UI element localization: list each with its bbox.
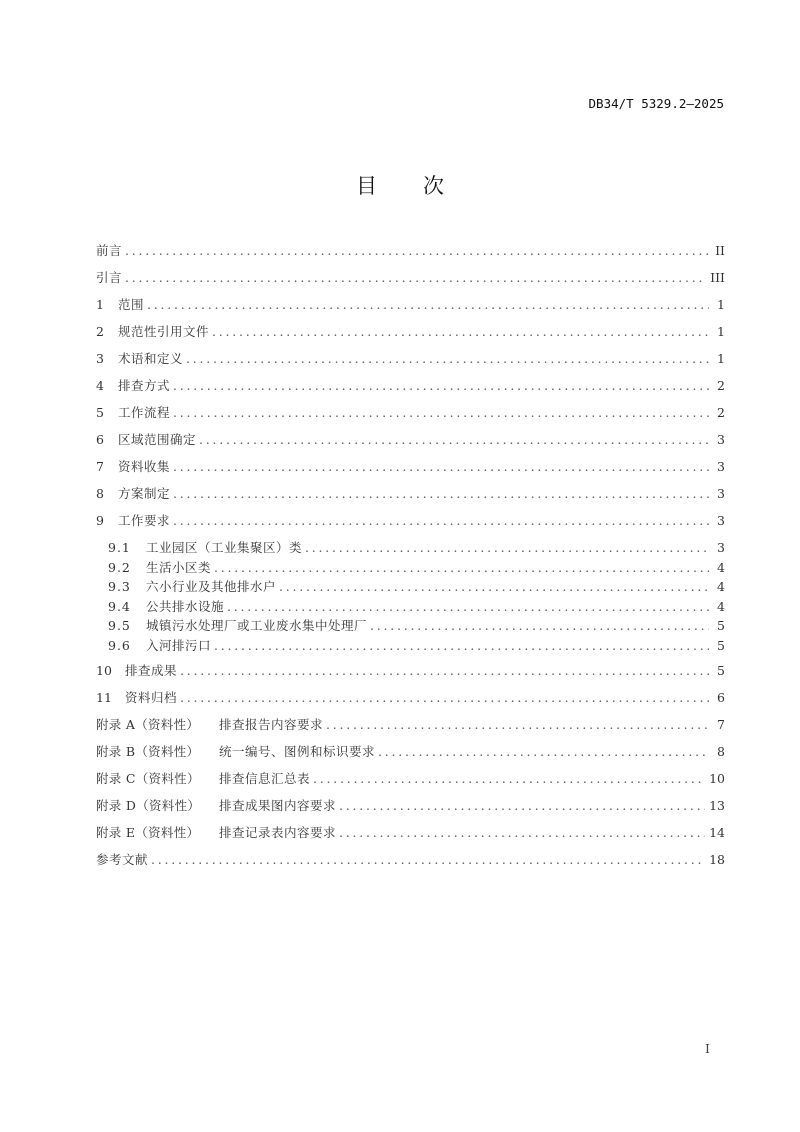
dot-leader <box>125 270 706 286</box>
page-ref: 3 <box>717 540 725 555</box>
dot-leader <box>173 459 709 475</box>
page-ref: 2 <box>717 378 725 393</box>
section-title: 工作要求 <box>118 513 171 528</box>
page-ref: 3 <box>717 486 725 501</box>
page-ref: 1 <box>717 324 725 339</box>
page-ref: 4 <box>717 559 725 575</box>
section-number: 9.5 <box>108 618 131 633</box>
section-number: 7 <box>96 459 104 474</box>
section-number: 9.6 <box>108 637 131 653</box>
section-title: 术语和定义 <box>118 351 184 366</box>
toc-entry[interactable] <box>96 459 725 486</box>
toc-entry[interactable] <box>96 579 725 599</box>
section-title: 排查信息汇总表 <box>219 770 311 786</box>
dot-leader <box>180 663 709 679</box>
dot-leader <box>214 560 709 576</box>
document-code: DB34/T 5329.2—2025 <box>588 96 724 111</box>
toc-entry[interactable] <box>96 690 725 717</box>
page-ref: 2 <box>717 405 725 420</box>
toc-entry[interactable] <box>96 351 725 378</box>
toc-entry[interactable] <box>96 599 725 619</box>
page-ref: 13 <box>709 797 725 813</box>
title-char-1: 目 <box>356 174 377 198</box>
page-ref: 8 <box>717 743 725 759</box>
page-ref: 4 <box>717 598 725 614</box>
section-number: 10 <box>96 662 112 678</box>
section-number: 5 <box>96 405 104 420</box>
toc-entry[interactable] <box>96 270 725 297</box>
section-title: 入河排污口 <box>146 637 212 653</box>
page-ref: 5 <box>717 662 725 678</box>
page-ref: III <box>710 270 725 285</box>
page-ref: 3 <box>717 459 725 474</box>
page-ref: 4 <box>717 579 725 594</box>
toc-entry[interactable] <box>96 378 725 405</box>
dot-leader <box>339 798 705 814</box>
dot-leader <box>173 486 709 502</box>
dot-leader <box>227 599 709 615</box>
section-title: 六小行业及其他排水户 <box>146 579 277 594</box>
section-title: 资料归档 <box>125 689 178 705</box>
section-title: 城镇污水处理厂或工业废水集中处理厂 <box>146 618 368 633</box>
page-ref: II <box>715 243 725 258</box>
page-ref: 6 <box>717 689 725 705</box>
appendix-prefix: 附录 A（资料性） <box>96 716 200 732</box>
section-number: 9.3 <box>108 579 131 594</box>
toc-entry[interactable] <box>96 432 725 459</box>
page-title <box>0 170 800 200</box>
section-number: 1 <box>96 297 104 312</box>
section-title: 排查成果图内容要求 <box>219 797 337 813</box>
section-title: 排查成果 <box>125 662 178 678</box>
page-ref: 1 <box>717 297 725 312</box>
appendix-prefix: 附录 B（资料性） <box>96 743 200 759</box>
section-number: 9.1 <box>108 540 131 555</box>
dot-leader <box>279 579 709 595</box>
section-number: 9 <box>96 513 104 528</box>
dot-leader <box>339 825 705 841</box>
dot-leader <box>186 351 709 367</box>
toc-entry[interactable] <box>96 638 725 663</box>
section-title: 引言 <box>96 270 123 285</box>
section-title: 参考文献 <box>96 851 149 867</box>
section-title: 工业园区（工业集聚区）类 <box>146 540 303 555</box>
title-char-2: 次 <box>423 174 444 198</box>
section-number: 2 <box>96 324 104 339</box>
page-ref: 18 <box>709 851 725 867</box>
section-title: 统一编号、图例和标识要求 <box>219 743 376 759</box>
toc-entry[interactable] <box>96 717 725 744</box>
toc-entry[interactable] <box>96 852 725 879</box>
toc-entry[interactable] <box>96 771 725 798</box>
section-title: 排查报告内容要求 <box>219 716 324 732</box>
section-title: 规范性引用文件 <box>118 324 210 339</box>
section-title: 排查方式 <box>118 378 171 393</box>
page-ref: 3 <box>717 432 725 447</box>
dot-leader <box>173 405 709 421</box>
section-title: 生活小区类 <box>146 559 212 575</box>
toc-entry[interactable] <box>96 663 725 690</box>
toc-entry[interactable] <box>96 825 725 852</box>
page-ref: 5 <box>717 618 725 633</box>
section-title: 区域范围确定 <box>118 432 197 447</box>
section-number: 6 <box>96 432 104 447</box>
dot-leader <box>151 852 705 868</box>
toc-entry[interactable] <box>96 618 725 638</box>
dot-leader <box>313 771 705 787</box>
section-number: 8 <box>96 486 104 501</box>
dot-leader <box>326 717 709 733</box>
toc-entry[interactable] <box>96 540 725 560</box>
section-title: 方案制定 <box>118 486 171 501</box>
dot-leader <box>378 744 709 760</box>
dot-leader <box>214 638 709 654</box>
section-title: 工作流程 <box>118 405 171 420</box>
toc-entry[interactable] <box>96 243 725 270</box>
toc-entry[interactable] <box>96 560 725 580</box>
page-ref: 14 <box>709 824 725 840</box>
dot-leader <box>173 378 709 394</box>
dot-leader <box>305 540 709 556</box>
toc-entry[interactable] <box>96 486 725 513</box>
toc-entry[interactable] <box>96 798 725 825</box>
section-title: 资料收集 <box>118 459 171 474</box>
toc-entry[interactable] <box>96 297 725 324</box>
section-number: 4 <box>96 378 104 393</box>
table-of-contents <box>96 243 725 879</box>
section-title: 范围 <box>118 297 145 312</box>
appendix-prefix: 附录 E（资料性） <box>96 824 200 840</box>
page-ref: 1 <box>717 351 725 366</box>
appendix-prefix: 附录 D（资料性） <box>96 797 201 813</box>
section-number: 11 <box>96 689 112 705</box>
toc-entry[interactable] <box>96 324 725 351</box>
section-title: 排查记录表内容要求 <box>219 824 337 840</box>
page-ref: 10 <box>709 770 725 786</box>
section-number: 9.2 <box>108 559 131 575</box>
section-number: 9.4 <box>108 598 131 614</box>
page-ref: 5 <box>717 637 725 653</box>
dot-leader <box>173 513 709 529</box>
toc-entry[interactable] <box>96 513 725 540</box>
appendix-prefix: 附录 C（资料性） <box>96 770 200 786</box>
page-ref: 3 <box>717 513 725 528</box>
toc-entry[interactable] <box>96 405 725 432</box>
section-title: 公共排水设施 <box>146 598 225 614</box>
dot-leader <box>199 432 709 448</box>
dot-leader <box>125 243 709 259</box>
dot-leader <box>212 324 709 340</box>
page-ref: 7 <box>717 716 725 732</box>
dot-leader <box>147 297 709 313</box>
section-title: 前言 <box>96 243 123 258</box>
page-number: I <box>705 1041 710 1056</box>
dot-leader <box>370 618 709 634</box>
section-number: 3 <box>96 351 104 366</box>
toc-entry[interactable] <box>96 744 725 771</box>
dot-leader <box>180 690 709 706</box>
